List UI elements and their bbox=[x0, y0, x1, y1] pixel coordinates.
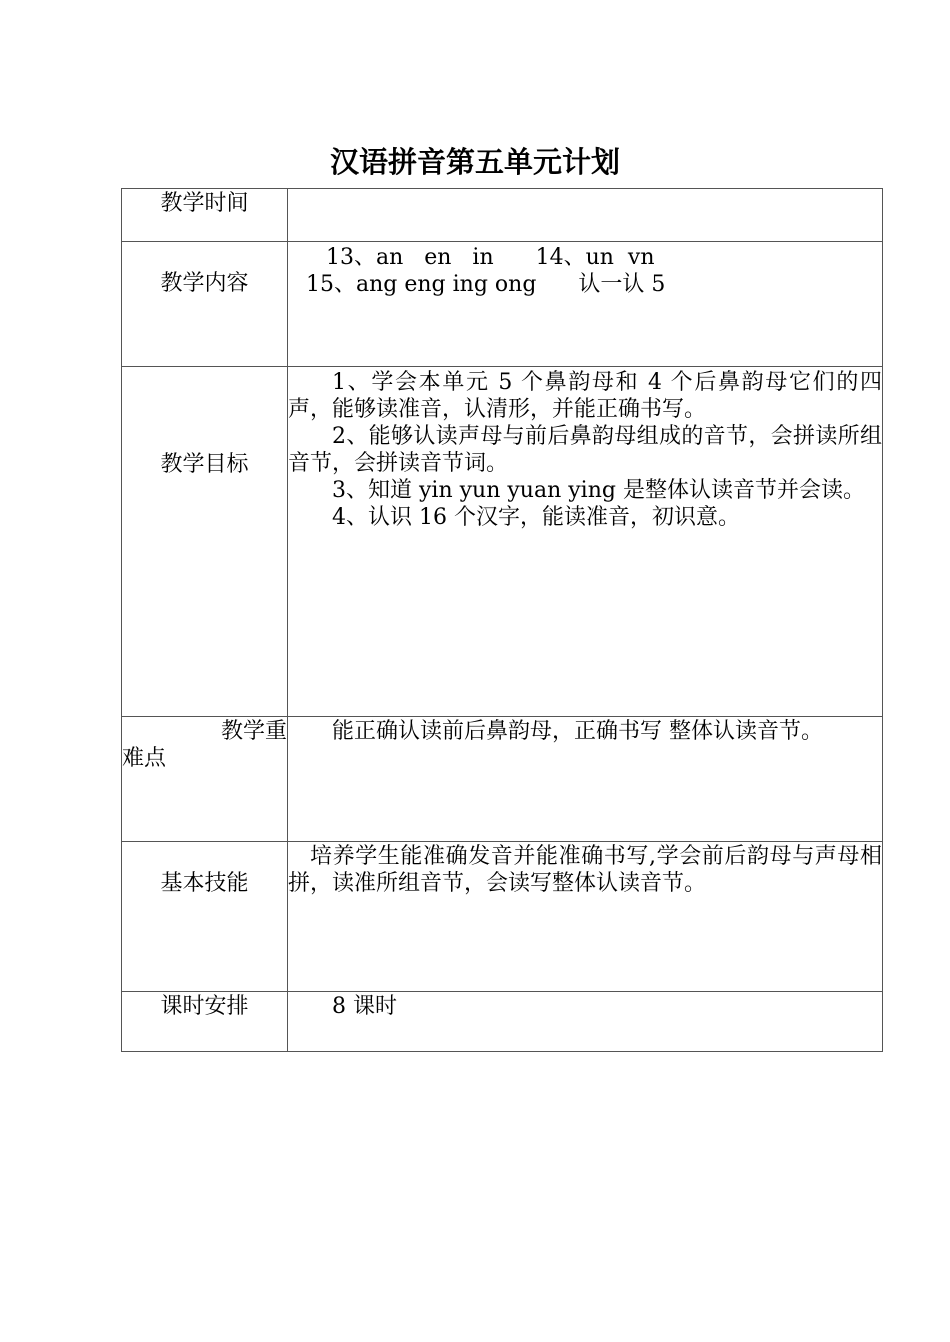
class-hours-value bbox=[288, 992, 883, 1052]
class-hours-label-text: 课时安排 bbox=[160, 994, 249, 1019]
class-hours-label bbox=[122, 992, 288, 1052]
table-row-class-hours bbox=[122, 992, 883, 1052]
class-hours-text: 8 课时 bbox=[332, 994, 397, 1019]
teaching-goals-value bbox=[288, 367, 883, 717]
goal-item: 3、知道 yin yun yuan ying 是整体认读音节并会读。 bbox=[332, 478, 865, 503]
basic-skills-label-text: 基本技能 bbox=[160, 871, 249, 896]
teaching-content-value bbox=[288, 242, 883, 367]
teaching-content-line-1: 13、an en in 14、un vn bbox=[326, 245, 655, 270]
teaching-time-label-text: 教学时间 bbox=[160, 191, 249, 216]
basic-skills-label bbox=[122, 842, 288, 992]
key-difficulties-value bbox=[288, 717, 883, 842]
key-difficulties-label-line-1: 教学重 bbox=[220, 719, 287, 744]
table-row-key-difficulties bbox=[122, 717, 883, 842]
teaching-goals-label bbox=[122, 367, 288, 717]
table-row-teaching-time bbox=[122, 189, 883, 242]
table-row-teaching-goals bbox=[122, 367, 883, 717]
goal-item: 2、能够认读声母与前后鼻韵母组成的音节，会拼读所组音节，会拼读音节词。 bbox=[288, 424, 882, 476]
teaching-time-value bbox=[288, 189, 883, 242]
teaching-content-line-2: 15、ang eng ing ong 认一认 5 bbox=[306, 272, 666, 297]
basic-skills-value bbox=[288, 842, 883, 992]
key-difficulties-label-line-2: 难点 bbox=[122, 746, 167, 771]
plan-table bbox=[121, 188, 883, 1052]
goal-item: 4、认识 16 个汉字，能读准音，初识意。 bbox=[332, 505, 740, 530]
key-difficulties-label bbox=[122, 717, 288, 842]
table-row-teaching-content bbox=[122, 242, 883, 367]
page-title: 汉语拼音第五单元计划 bbox=[329, 145, 620, 179]
key-difficulties-text: 能正确认读前后鼻韵母，正确书写 整体认读音节。 bbox=[332, 719, 823, 744]
teaching-content-label bbox=[122, 242, 288, 367]
teaching-goals-label-text: 教学目标 bbox=[160, 452, 249, 477]
table-row-basic-skills bbox=[122, 842, 883, 992]
basic-skills-text: 培养学生能准确发音并能准确书写,学会前后韵母与声母相拼，读准所组音节，会读写整体认读音节。 bbox=[288, 844, 882, 896]
goal-item: 1、学会本单元 5 个鼻韵母和 4 个后鼻韵母它们的四声，能够读准音，认清形，并能正确书写。 bbox=[288, 370, 882, 422]
teaching-content-label-text: 教学内容 bbox=[160, 271, 249, 296]
teaching-time-label bbox=[122, 189, 288, 242]
